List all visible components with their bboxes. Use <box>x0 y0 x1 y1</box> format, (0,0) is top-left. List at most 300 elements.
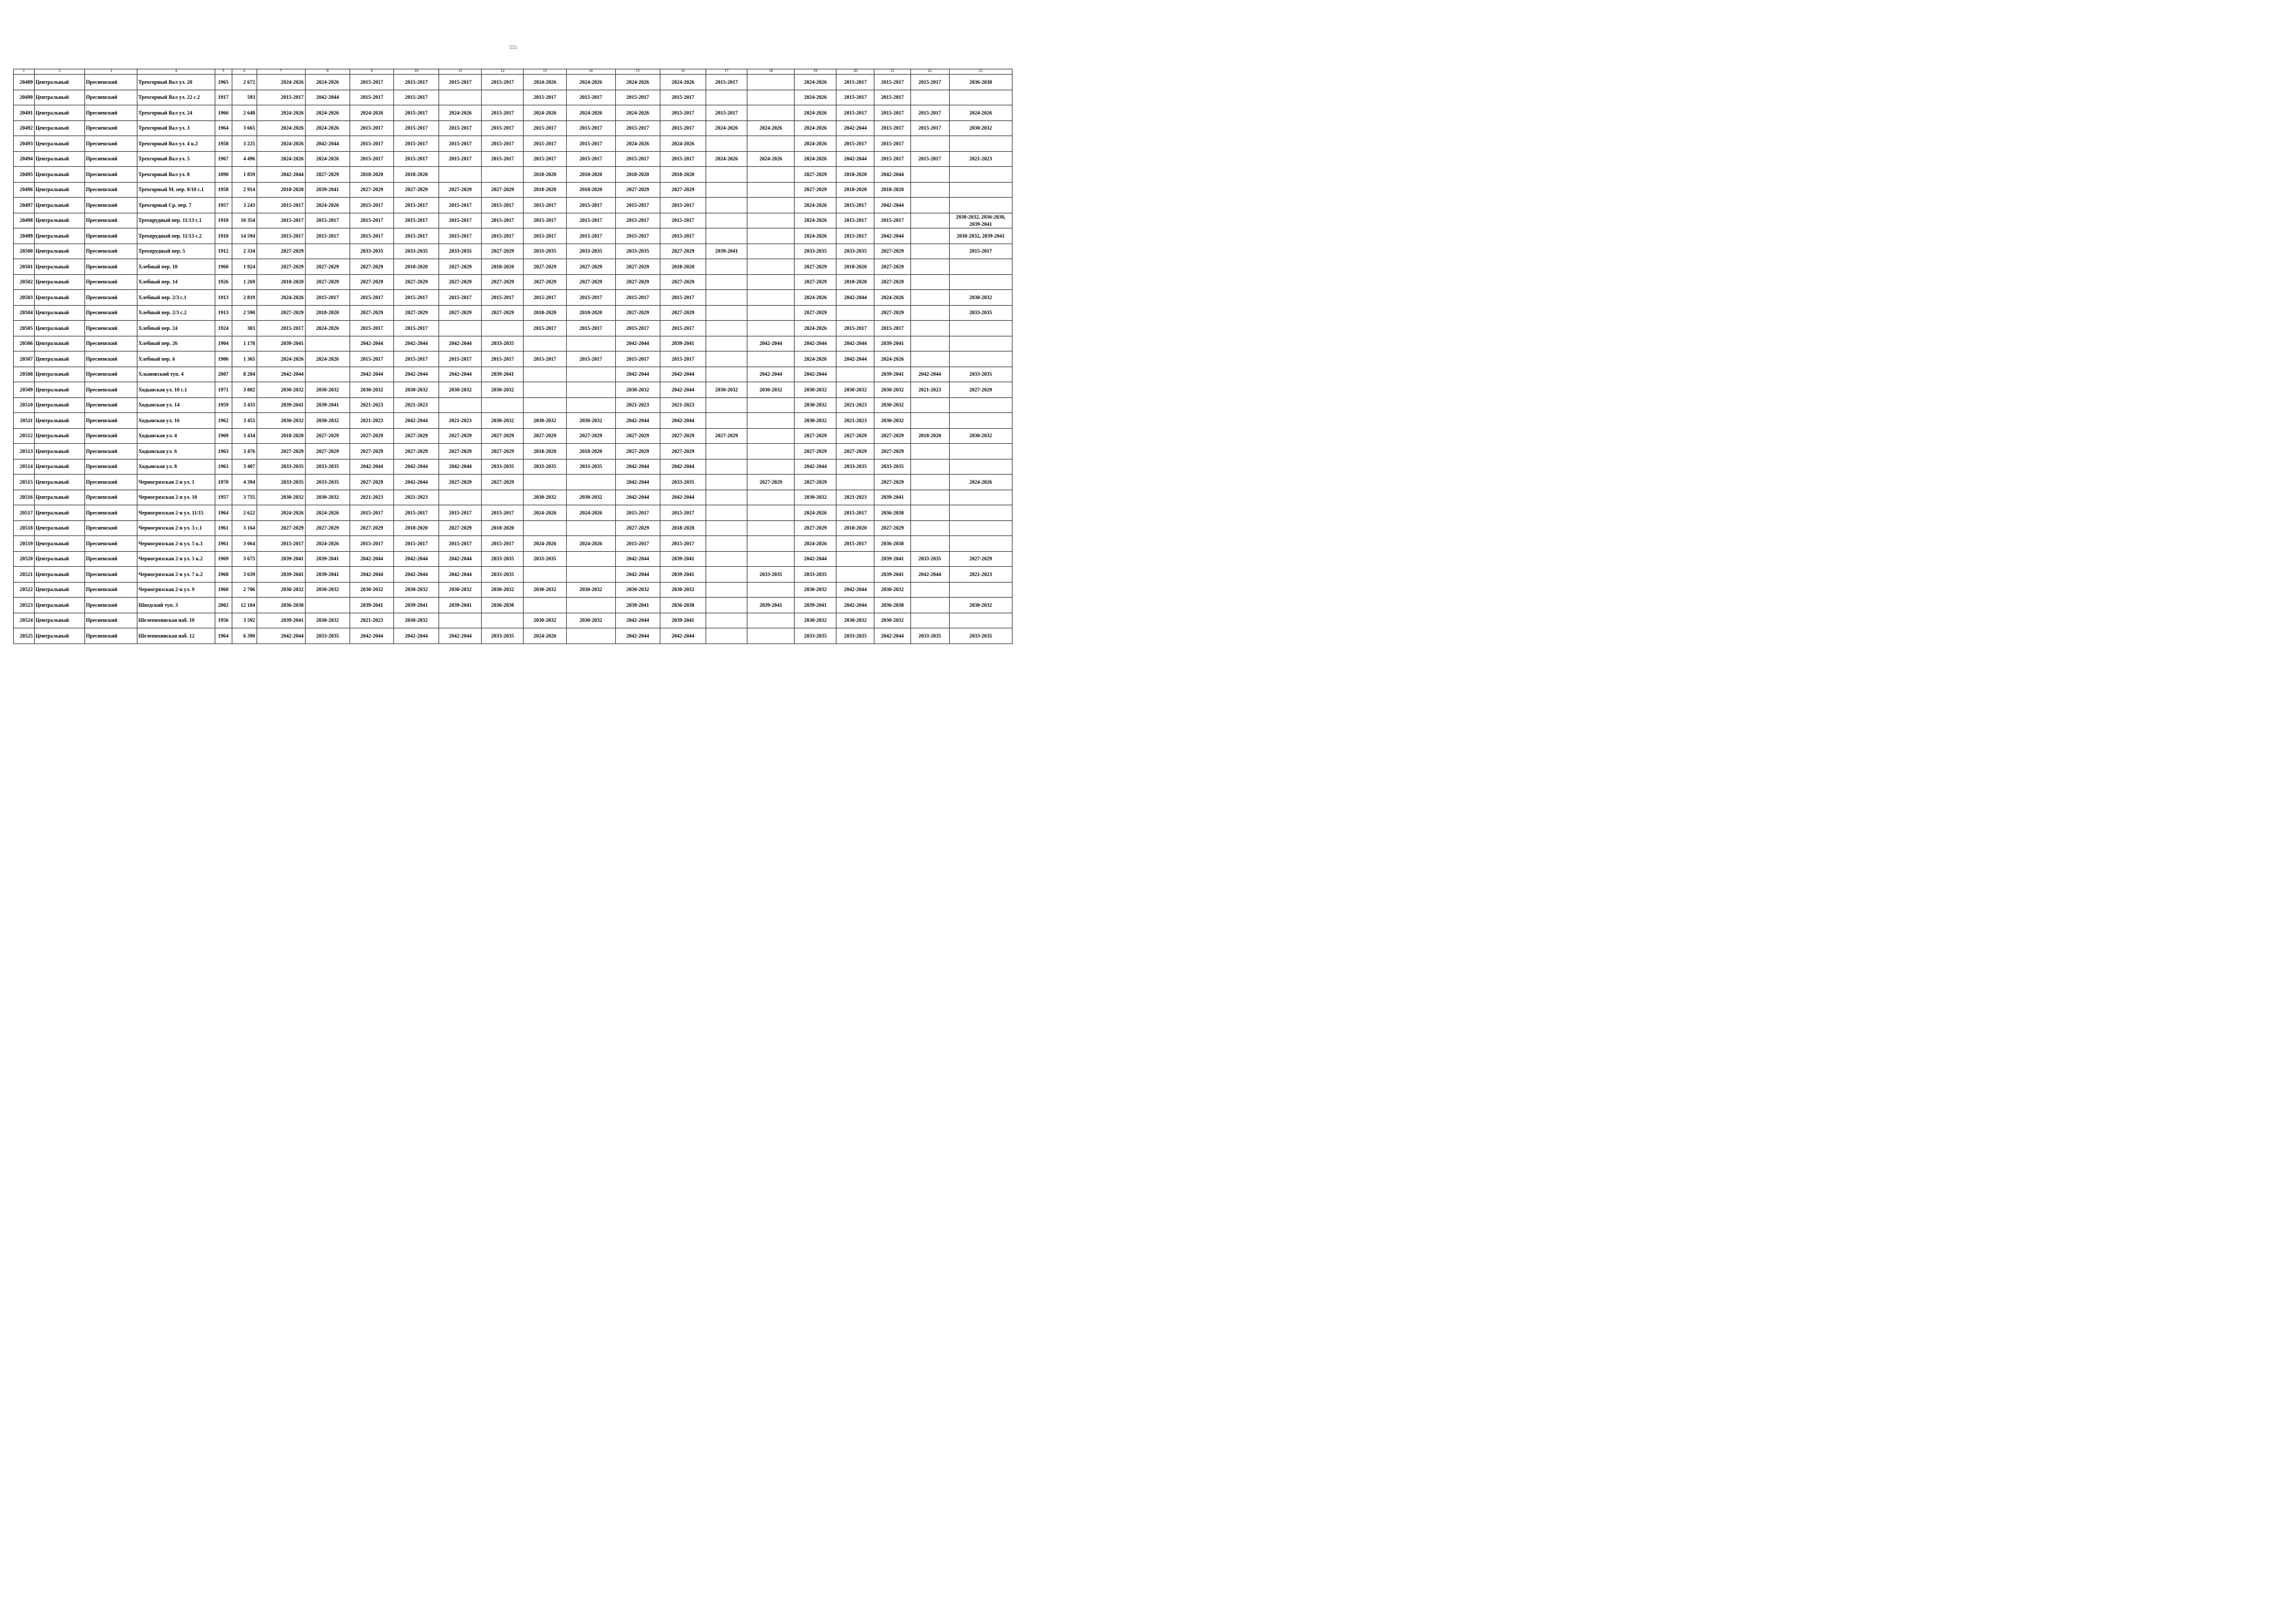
table-cell: 20505 <box>14 321 35 336</box>
table-cell: 2030-2032 <box>874 397 910 413</box>
column-header: 7 <box>257 69 305 75</box>
table-cell: 2042-2044 <box>439 336 482 352</box>
table-cell <box>566 336 615 352</box>
table-cell: 2033-2035 <box>949 628 1012 644</box>
table-cell <box>706 274 747 290</box>
table-cell: 2033-2035 <box>615 244 660 259</box>
table-cell: Центральный <box>35 475 85 490</box>
table-cell: 2024-2026 <box>305 352 350 367</box>
table-cell: 2015-2017 <box>439 352 482 367</box>
table-cell: 2030-2032 <box>795 397 836 413</box>
table-cell <box>949 582 1012 598</box>
table-cell: 1 924 <box>232 259 257 275</box>
table-cell <box>910 182 949 198</box>
table-cell <box>566 367 615 382</box>
table-cell: 2015-2017 <box>836 105 874 121</box>
table-cell <box>910 228 949 244</box>
column-header: 11 <box>439 69 482 75</box>
table-cell: 1967 <box>215 151 232 167</box>
table-cell: 1 365 <box>232 352 257 367</box>
table-cell: 2024-2026 <box>615 136 660 152</box>
table-cell: 2039-2041 <box>439 598 482 613</box>
table-cell: 20521 <box>14 567 35 583</box>
table-row <box>14 505 1013 521</box>
table-cell: 2015-2017 <box>836 228 874 244</box>
table-cell: 2021-2023 <box>350 397 393 413</box>
table-cell: 2018-2020 <box>524 305 566 321</box>
table-cell <box>706 182 747 198</box>
table-cell <box>706 336 747 352</box>
table-cell: 2042-2044 <box>795 336 836 352</box>
table-cell <box>949 397 1012 413</box>
table-cell: 2015-2017 <box>394 213 439 228</box>
table-cell: 6 390 <box>232 628 257 644</box>
table-cell: Черногрязская 2-я ул. 5 к.1 <box>137 536 215 552</box>
table-cell: 8 284 <box>232 367 257 382</box>
table-cell: 2042-2044 <box>394 628 439 644</box>
table-cell: Центральный <box>35 75 85 90</box>
table-cell: 2030-2032 <box>350 382 393 398</box>
table-cell: 2015-2017 <box>660 228 706 244</box>
table-cell: 2015-2017 <box>524 321 566 336</box>
table-row <box>14 290 1013 306</box>
table-cell: 2039-2041 <box>874 336 910 352</box>
table-cell <box>949 490 1012 505</box>
table-cell: 2042-2044 <box>615 336 660 352</box>
table-row <box>14 90 1013 105</box>
table-cell: 2018-2020 <box>566 444 615 460</box>
table-cell: 2015-2017 <box>836 75 874 90</box>
table-cell: Ходынская ул. 8 <box>137 459 215 475</box>
table-cell <box>910 136 949 152</box>
table-cell: 2027-2029 <box>305 274 350 290</box>
table-cell: 2042-2044 <box>439 567 482 583</box>
table-cell: Ходынская ул. 6 <box>137 444 215 460</box>
table-cell: Центральный <box>35 613 85 628</box>
table-cell: 2033-2035 <box>747 567 795 583</box>
table-cell: 2015-2017 <box>482 120 524 136</box>
table-cell: 2024-2026 <box>305 105 350 121</box>
table-cell: Пресненский <box>85 259 137 275</box>
table-cell: 2018-2020 <box>350 167 393 183</box>
table-cell: 2024-2026 <box>795 198 836 213</box>
table-cell: 2027-2029 <box>305 520 350 536</box>
table-cell: 3 675 <box>232 551 257 567</box>
table-cell: 1957 <box>215 198 232 213</box>
table-cell: 2015-2017 <box>836 505 874 521</box>
table-cell <box>524 567 566 583</box>
table-cell: 2030-2032 <box>524 413 566 429</box>
table-cell: Хлебный пер. 6 <box>137 352 215 367</box>
table-cell: 2024-2026 <box>747 151 795 167</box>
table-row <box>14 336 1013 352</box>
table-cell: 2024-2026 <box>615 105 660 121</box>
table-cell: 2027-2029 <box>615 274 660 290</box>
table-cell: Пресненский <box>85 151 137 167</box>
table-cell: 2015-2017 <box>394 352 439 367</box>
page-number: 555 <box>509 45 517 50</box>
table-cell: 2042-2044 <box>910 567 949 583</box>
table-cell <box>910 582 949 598</box>
table-cell: 2 914 <box>232 182 257 198</box>
table-cell: 2015-2017 <box>566 120 615 136</box>
table-cell: 3 225 <box>232 136 257 152</box>
table-cell: 2015-2017 <box>660 290 706 306</box>
table-cell: 2015-2017 <box>439 228 482 244</box>
table-cell: 2024-2026 <box>706 151 747 167</box>
table-cell: 2030-2032 <box>305 582 350 598</box>
table-cell <box>706 228 747 244</box>
table-cell: 2042-2044 <box>747 336 795 352</box>
table-cell: 2015-2017 <box>566 151 615 167</box>
table-cell: 20512 <box>14 428 35 444</box>
table-cell <box>706 167 747 183</box>
table-cell: 20523 <box>14 598 35 613</box>
table-cell: 2015-2017 <box>394 228 439 244</box>
table-cell: Центральный <box>35 244 85 259</box>
table-cell: 2027-2029 <box>350 444 393 460</box>
table-cell: 2030-2032 <box>874 413 910 429</box>
table-cell: 1968 <box>215 567 232 583</box>
table-cell <box>482 90 524 105</box>
table-cell: 20500 <box>14 244 35 259</box>
table-cell: 2042-2044 <box>615 490 660 505</box>
table-cell: 2033-2035 <box>482 336 524 352</box>
table-cell: 2039-2041 <box>350 598 393 613</box>
table-cell: 20501 <box>14 259 35 275</box>
table-cell <box>910 259 949 275</box>
table-cell: 2030-2032 <box>795 613 836 628</box>
table-cell: 2039-2041 <box>482 367 524 382</box>
table-cell: 2024-2026 <box>257 120 305 136</box>
table-cell: 2027-2029 <box>566 428 615 444</box>
table-cell: 2015-2017 <box>566 90 615 105</box>
table-row <box>14 490 1013 505</box>
table-cell: 2024-2026 <box>795 120 836 136</box>
table-cell: 1 269 <box>232 274 257 290</box>
table-cell: 2030-2032 <box>795 382 836 398</box>
table-cell <box>524 475 566 490</box>
table-cell <box>706 397 747 413</box>
table-cell: 2018-2020 <box>836 520 874 536</box>
table-cell: 2030-2032 <box>257 382 305 398</box>
table-cell: Хлебный пер. 26 <box>137 336 215 352</box>
table-cell: 2039-2041 <box>874 551 910 567</box>
table-cell: 2039-2041 <box>660 336 706 352</box>
table-cell <box>305 244 350 259</box>
table-cell: 2015-2017 <box>660 90 706 105</box>
table-cell: 2030-2032, 2036-2038, 2039-2041 <box>949 213 1012 228</box>
table-cell: 2039-2041 <box>257 613 305 628</box>
table-cell <box>439 397 482 413</box>
table-cell: 2015-2017 <box>660 105 706 121</box>
table-cell: 2015-2017 <box>350 536 393 552</box>
table-cell: Пресненский <box>85 336 137 352</box>
table-cell: 2027-2029 <box>257 520 305 536</box>
table-cell: Пресненский <box>85 428 137 444</box>
table-cell: 2015-2017 <box>660 321 706 336</box>
table-cell: 2015-2017 <box>874 90 910 105</box>
table-cell: Черногрязская 2-я ул. 10 <box>137 490 215 505</box>
table-cell: 2036-2038 <box>482 598 524 613</box>
table-cell: 1964 <box>215 120 232 136</box>
table-cell: 2015-2017 <box>524 213 566 228</box>
table-cell <box>836 567 874 583</box>
table-cell: 2027-2029 <box>795 259 836 275</box>
table-row <box>14 136 1013 152</box>
table-cell: 1926 <box>215 274 232 290</box>
table-row <box>14 367 1013 382</box>
table-cell <box>566 551 615 567</box>
table-cell <box>949 444 1012 460</box>
table-row <box>14 305 1013 321</box>
table-cell: 2015-2017 <box>615 151 660 167</box>
column-header: 5 <box>215 69 232 75</box>
table-cell: 2027-2029 <box>482 305 524 321</box>
table-cell: 2018-2020 <box>482 520 524 536</box>
table-cell: 1 178 <box>232 336 257 352</box>
column-header: 20 <box>836 69 874 75</box>
table-cell: 2015-2017 <box>257 213 305 228</box>
table-cell: 2015-2017 <box>394 321 439 336</box>
table-cell: Черногрязская 2-я ул. 11/15 <box>137 505 215 521</box>
table-cell: 2015-2017 <box>350 213 393 228</box>
table-cell: 2027-2029 <box>615 259 660 275</box>
table-cell: 20514 <box>14 459 35 475</box>
table-cell: 20519 <box>14 536 35 552</box>
table-cell: 2024-2026 <box>795 105 836 121</box>
table-cell <box>706 475 747 490</box>
table-cell: 2024-2026 <box>524 505 566 521</box>
table-cell <box>910 413 949 429</box>
table-cell: 20518 <box>14 520 35 536</box>
table-cell: 2027-2029 <box>350 182 393 198</box>
table-cell: 1966 <box>215 105 232 121</box>
column-header: 1 <box>14 69 35 75</box>
table-cell: Трехгорный Вал ул. 4 к.2 <box>137 136 215 152</box>
column-header: 13 <box>524 69 566 75</box>
table-cell <box>747 520 795 536</box>
table-cell: 2015-2017 <box>394 105 439 121</box>
table-cell <box>910 305 949 321</box>
table-cell <box>910 352 949 367</box>
table-row <box>14 382 1013 398</box>
column-header: 4 <box>137 69 215 75</box>
table-cell: 2018-2020 <box>615 167 660 183</box>
table-cell: 2027-2029 <box>257 444 305 460</box>
table-cell: 2027-2029 <box>615 520 660 536</box>
table-cell: 2027-2029 <box>706 428 747 444</box>
table-cell: 2015-2017 <box>910 120 949 136</box>
table-cell: 2033-2035 <box>524 459 566 475</box>
table-cell: 3 064 <box>232 536 257 552</box>
table-cell: 2 648 <box>232 105 257 121</box>
table-cell: 2021-2023 <box>836 490 874 505</box>
table-cell: 2 706 <box>232 582 257 598</box>
table-cell: 2039-2041 <box>660 567 706 583</box>
table-cell: 2042-2044 <box>615 613 660 628</box>
table-cell: Центральный <box>35 336 85 352</box>
table-cell: Хлебный пер. 10 <box>137 259 215 275</box>
table-row <box>14 551 1013 567</box>
table-cell: 2024-2026 <box>439 105 482 121</box>
table-cell: 2027-2029 <box>836 428 874 444</box>
table-cell <box>566 475 615 490</box>
table-cell: 2042-2044 <box>615 628 660 644</box>
table-cell: 2015-2017 <box>836 536 874 552</box>
table-cell: Центральный <box>35 505 85 521</box>
table-cell: Пресненский <box>85 536 137 552</box>
table-cell: 2027-2029 <box>795 305 836 321</box>
table-cell <box>949 505 1012 521</box>
table-cell: Ходынская ул. 16 <box>137 413 215 429</box>
table-cell: Пресненский <box>85 90 137 105</box>
table-cell: 2015-2017 <box>394 505 439 521</box>
table-cell: 2015-2017 <box>257 228 305 244</box>
table-cell: 2042-2044 <box>836 352 874 367</box>
table-cell: 2042-2044 <box>439 367 482 382</box>
table-cell: 2042-2044 <box>350 336 393 352</box>
table-cell <box>706 198 747 213</box>
table-cell: 2030-2032 <box>394 613 439 628</box>
table-cell: 1958 <box>215 136 232 152</box>
table-cell: 2030-2032 <box>305 413 350 429</box>
table-cell: 2033-2035 <box>836 628 874 644</box>
table-cell: 2015-2017 <box>394 536 439 552</box>
table-cell: 20506 <box>14 336 35 352</box>
table-cell: 2027-2029 <box>795 428 836 444</box>
table-cell <box>949 136 1012 152</box>
table-cell: 2018-2020 <box>874 182 910 198</box>
table-cell: 2042-2044 <box>394 551 439 567</box>
table-cell: 2033-2035 <box>482 628 524 644</box>
table-cell <box>747 582 795 598</box>
table-cell: Центральный <box>35 120 85 136</box>
table-cell <box>747 213 795 228</box>
table-cell: 2021-2023 <box>949 151 1012 167</box>
table-cell: 2024-2026 <box>524 628 566 644</box>
table-cell <box>706 290 747 306</box>
table-row <box>14 444 1013 460</box>
table-cell: Трехгорный М. пер. 8/10 с.1 <box>137 182 215 198</box>
table-cell: 2015-2017 <box>439 290 482 306</box>
table-cell: 2024-2026 <box>257 75 305 90</box>
table-cell: Пресненский <box>85 490 137 505</box>
table-cell: 2027-2029 <box>795 167 836 183</box>
table-cell: 593 <box>232 90 257 105</box>
table-cell <box>482 490 524 505</box>
table-cell: 2033-2035 <box>836 459 874 475</box>
table-cell: 2030-2032 <box>795 490 836 505</box>
table-cell <box>524 336 566 352</box>
table-cell <box>566 382 615 398</box>
table-cell: 2027-2029 <box>394 428 439 444</box>
table-cell: 2030-2032 <box>305 613 350 628</box>
table-row <box>14 413 1013 429</box>
table-cell: 2039-2041 <box>706 244 747 259</box>
table-cell: Центральный <box>35 151 85 167</box>
table-cell: 2042-2044 <box>305 90 350 105</box>
table-cell: 1961 <box>215 520 232 536</box>
table-cell: 2027-2029 <box>439 259 482 275</box>
table-cell: 2042-2044 <box>394 567 439 583</box>
table-cell: Центральный <box>35 290 85 306</box>
table-row <box>14 274 1013 290</box>
table-cell: 3 639 <box>232 567 257 583</box>
table-cell: 2033-2035 <box>524 244 566 259</box>
table-cell: 2030-2032 <box>524 582 566 598</box>
table-cell: 1960 <box>215 259 232 275</box>
table-cell: 3 665 <box>232 120 257 136</box>
table-cell: 2024-2026 <box>257 352 305 367</box>
table-cell: 2015-2017 <box>874 75 910 90</box>
table-cell: 20524 <box>14 613 35 628</box>
table-cell: 2027-2029 <box>394 305 439 321</box>
table-cell: 2027-2029 <box>615 428 660 444</box>
table-row <box>14 567 1013 583</box>
table-cell: 2042-2044 <box>350 551 393 567</box>
table-cell: 2015-2017 <box>615 120 660 136</box>
table-cell: Пресненский <box>85 105 137 121</box>
table-cell: 2015-2017 <box>615 213 660 228</box>
table-cell <box>706 444 747 460</box>
table-cell: 2015-2017 <box>566 290 615 306</box>
table-cell <box>747 428 795 444</box>
table-cell: 2015-2017 <box>910 75 949 90</box>
table-cell <box>910 475 949 490</box>
table-cell: 4 394 <box>232 475 257 490</box>
table-cell: 2015-2017 <box>394 290 439 306</box>
table-cell: 2033-2035 <box>949 367 1012 382</box>
table-cell: 2030-2032 <box>566 413 615 429</box>
table-cell: 2042-2044 <box>836 336 874 352</box>
table-row <box>14 459 1013 475</box>
table-cell: 2030-2032 <box>747 382 795 398</box>
table-cell: 2024-2026 <box>305 151 350 167</box>
table-cell: Трехгорный Ср. пер. 7 <box>137 198 215 213</box>
column-header: 14 <box>566 69 615 75</box>
table-row <box>14 598 1013 613</box>
table-cell: 20499 <box>14 228 35 244</box>
table-cell: 2015-2017 <box>566 213 615 228</box>
table-cell: 1959 <box>215 397 232 413</box>
table-cell: Центральный <box>35 628 85 644</box>
table-cell <box>836 367 874 382</box>
table-cell: 2033-2035 <box>660 475 706 490</box>
table-cell <box>747 628 795 644</box>
table-cell: 2018-2020 <box>660 259 706 275</box>
table-row <box>14 213 1013 228</box>
table-cell: 2018-2020 <box>910 428 949 444</box>
table-cell: 2036-2038 <box>874 505 910 521</box>
table-cell: Пресненский <box>85 505 137 521</box>
table-row <box>14 582 1013 598</box>
table-cell <box>706 413 747 429</box>
table-cell: 2027-2029 <box>795 475 836 490</box>
table-cell: 2027-2029 <box>660 274 706 290</box>
table-cell: 2030-2032 <box>439 382 482 398</box>
table-cell: Шелепихинская наб. 10 <box>137 613 215 628</box>
table-cell: 1965 <box>215 75 232 90</box>
table-cell: 2015-2017 <box>660 151 706 167</box>
table-cell: 2030-2032 <box>257 490 305 505</box>
table-cell <box>910 321 949 336</box>
table-cell: 2015-2017 <box>660 352 706 367</box>
table-cell <box>949 167 1012 183</box>
table-cell: Пресненский <box>85 228 137 244</box>
table-cell: 2042-2044 <box>394 336 439 352</box>
table-cell: 2027-2029 <box>795 444 836 460</box>
